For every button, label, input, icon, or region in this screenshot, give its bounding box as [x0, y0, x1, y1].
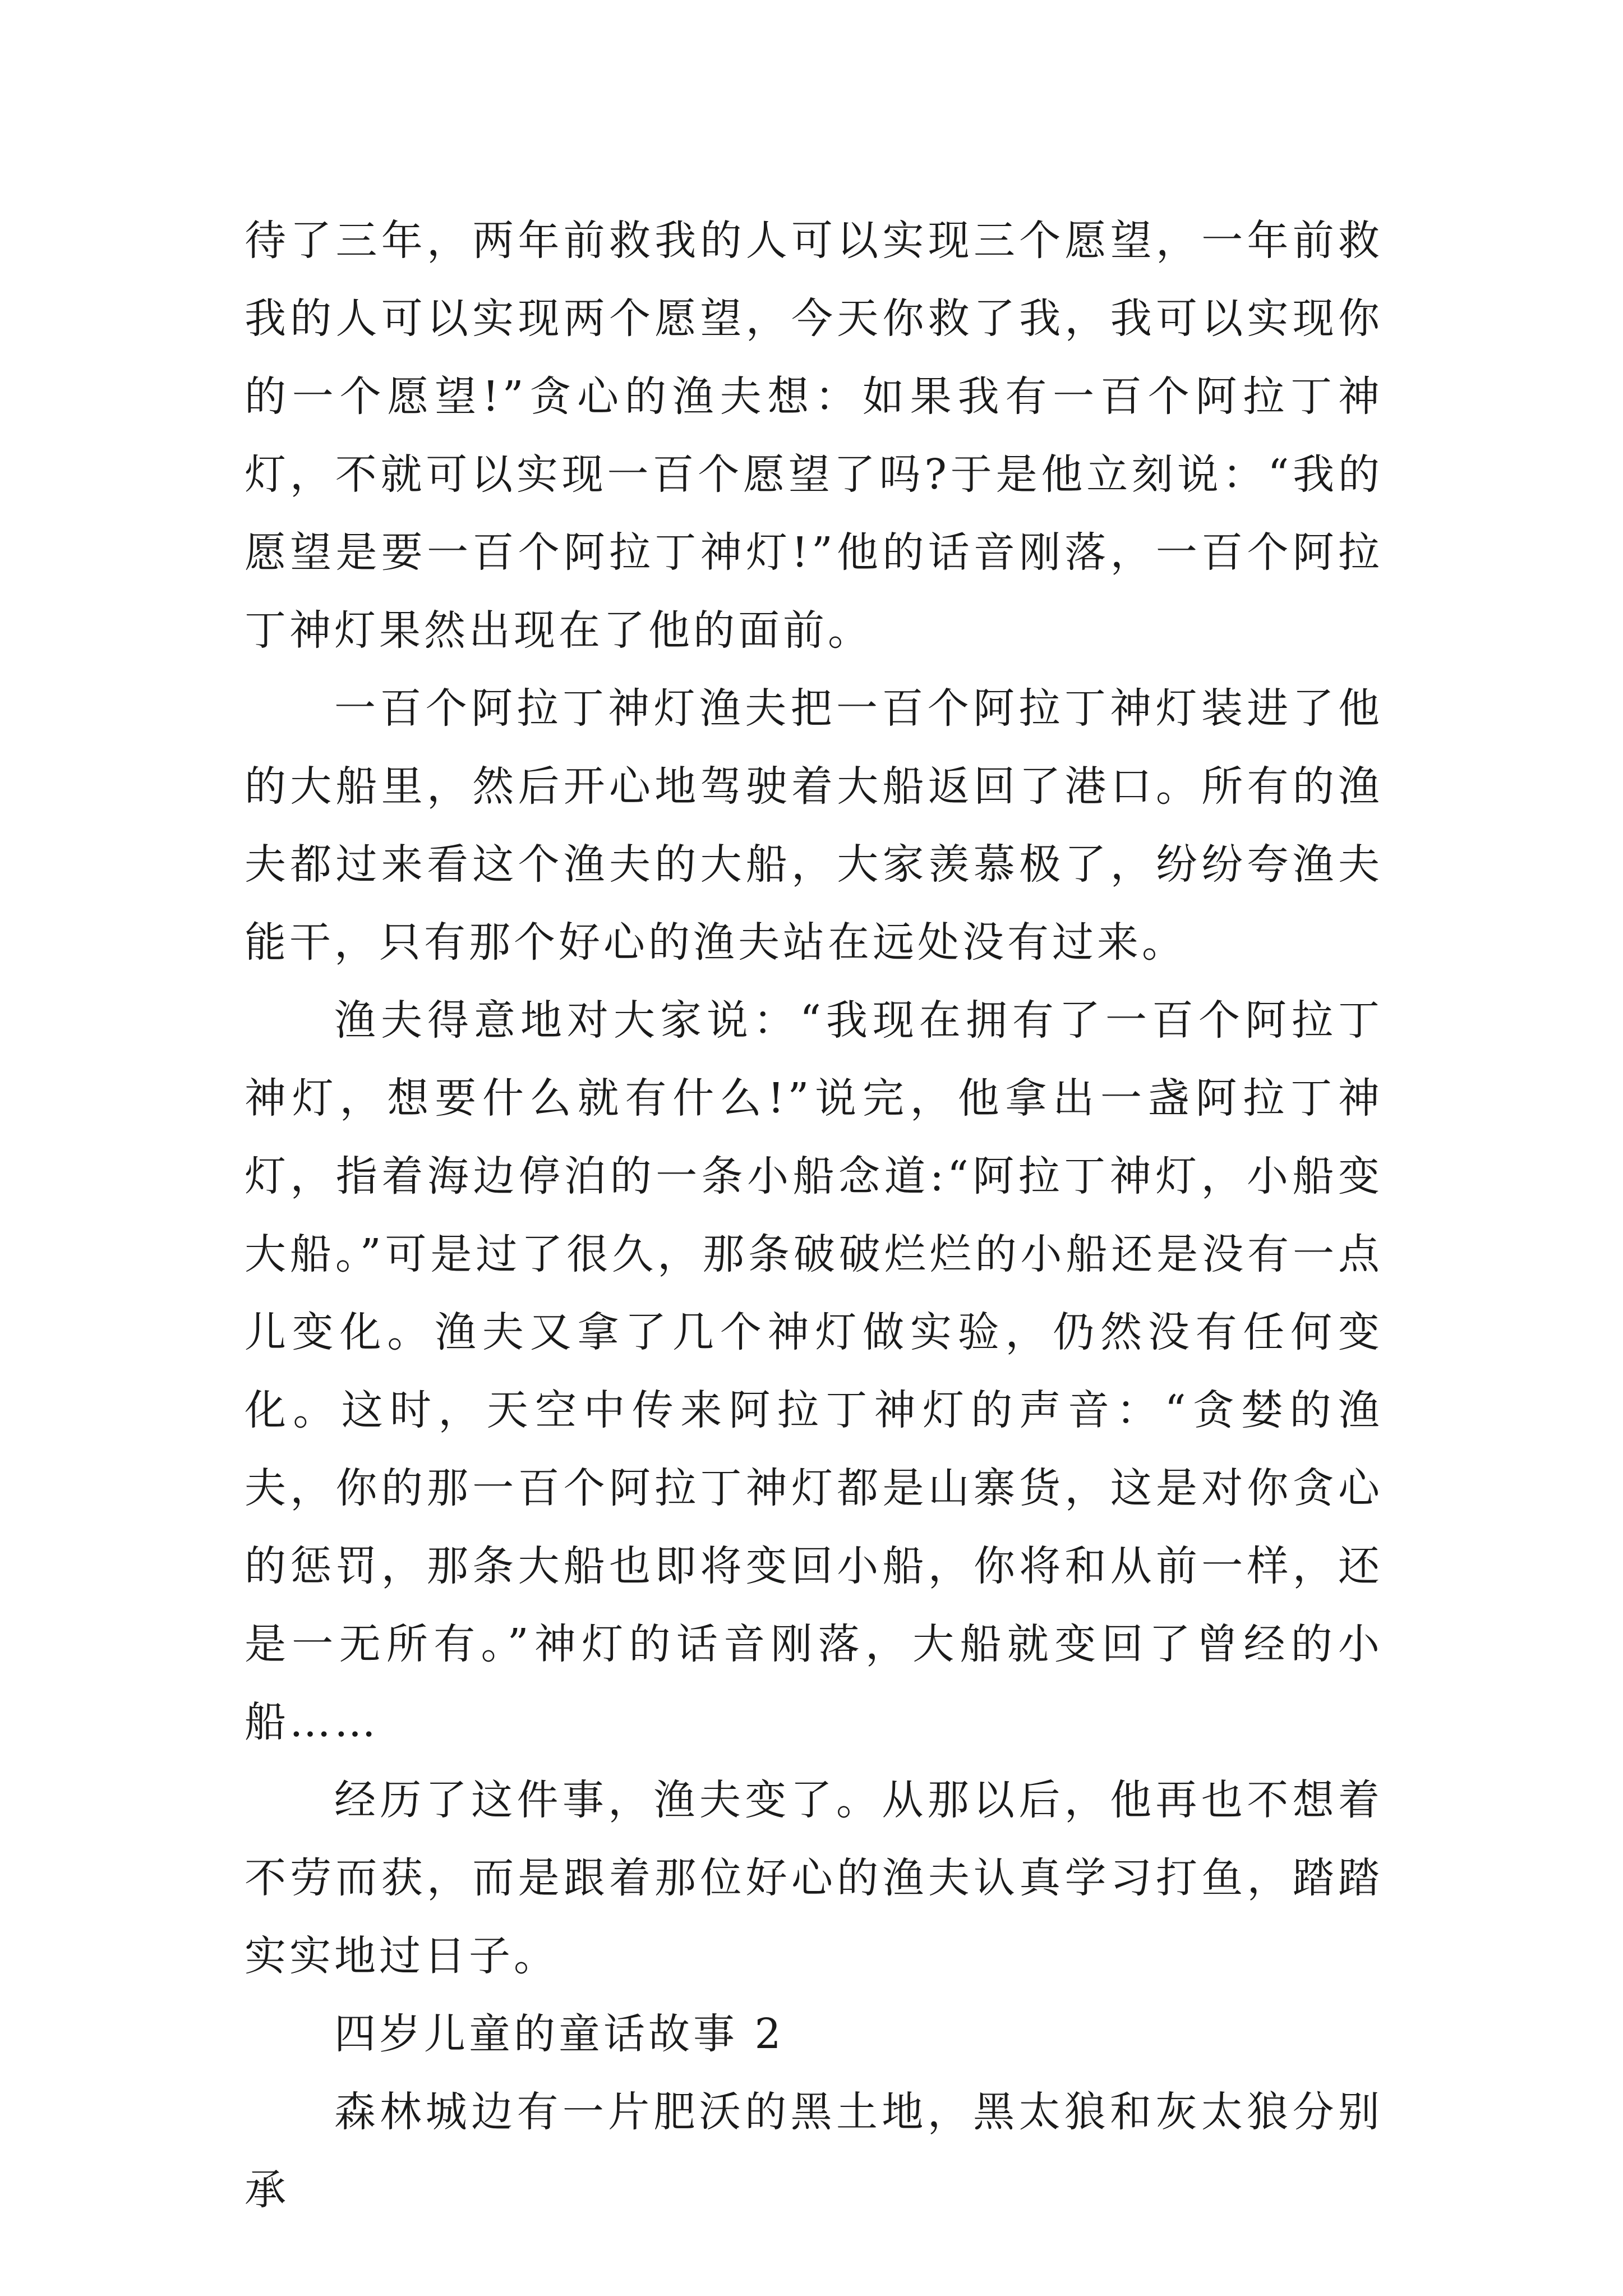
section-heading: 四岁儿童的童话故事 2 — [334, 2010, 785, 2058]
paragraph-1: 待了三年，两年前救我的人可以实现三个愿望，一年前救我的人可以实现两个愿望，今天你救了我，我可以实现你的一个愿望!”贪心的渔夫想：如果我有一百个阿拉丁神灯，不就可以实现一百个愿望了吗?于是他立刻说：“我的愿望是要一百个阿拉丁神灯!”他的话音刚落，一百个阿拉丁神灯果然出现在了他的面前。 — [245, 217, 1383, 655]
paragraph-3: 渔夫得意地对大家说：“我现在拥有了一百个阿拉丁神灯，想要什么就有什么!”说完，他拿出一盏阿拉丁神灯，指着海边停泊的一条小船念道:“阿拉丁神灯，小船变大船。”可是过了很久，那条破破烂烂的小船还是没有一点儿变化。渔夫又拿了几个神灯做实验，仍然没有任何变化。这时，天空中传来阿拉丁神灯的声音：“贪婪的渔夫，你的那一百个阿拉丁神灯都是山寨货，这是对你贪心的惩罚，那条大船也即将变回小船，你将和从前一样，还是一无所有。”神灯的话音刚落，大船就变回了曾经的小船…… — [245, 996, 1383, 1746]
paragraph-2: 一百个阿拉丁神灯渔夫把一百个阿拉丁神灯装进了他的大船里，然后开心地驾驶着大船返回了港口。所有的渔夫都过来看这个渔夫的大船，大家羡慕极了，纷纷夸渔夫能干，只有那个好心的渔夫站在远处没有过来。 — [245, 684, 1383, 967]
paragraph-4: 经历了这件事，渔夫变了。从那以后，他再也不想着不劳而获，而是跟着那位好心的渔夫认真学习打鱼，踏踏实实地过日子。 — [245, 1776, 1383, 1980]
paragraph-5: 森林城边有一片肥沃的黑土地，黑太狼和灰太狼分别承 — [245, 2088, 1383, 2214]
document-body — [245, 202, 1383, 2229]
